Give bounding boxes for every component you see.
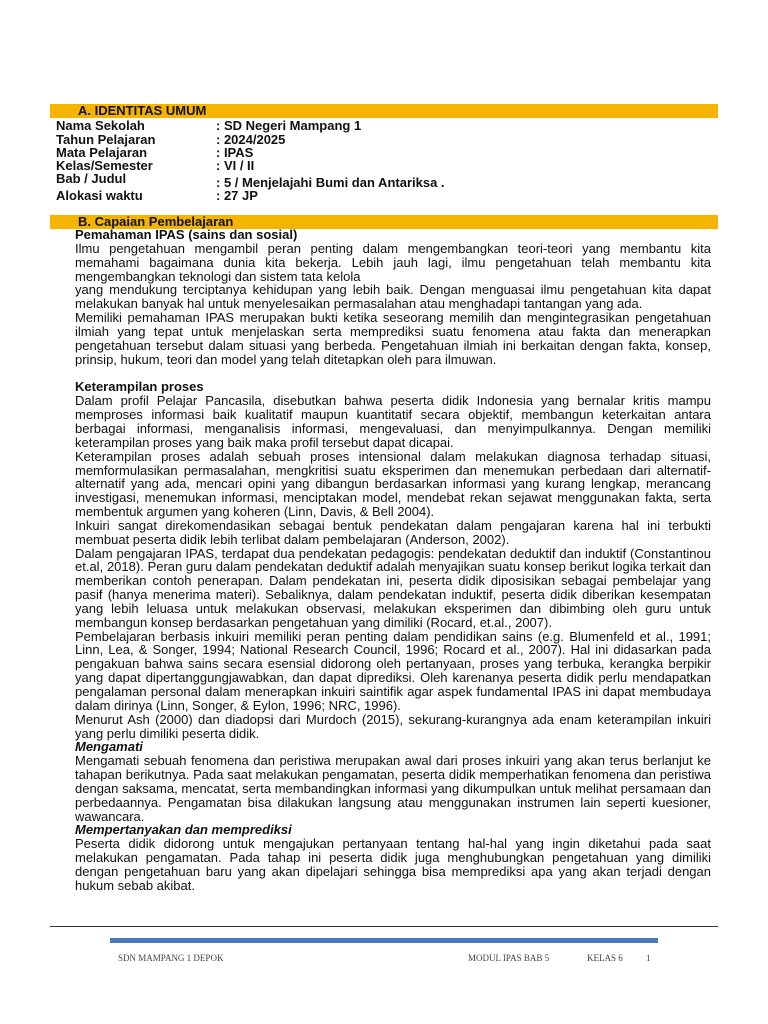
- subheading: Mengamati: [75, 739, 143, 755]
- paragraph: Dalam profil Pelajar Pancasila, disebutkan bahwa peserta didik Indonesia yang bernalar kritis mampu memproses informasi baik kualitatif maupun kuantitatif secara objektif, membangun keterkaitan antara berbagai informasi, menganalisis informasi, mengevaluasi, dan menyimpulkannya. Dengan memiliki keterampilan proses yang baik maka profil tersebut dapat dicapai.: [75, 393, 711, 450]
- section-b-content: [75, 228, 711, 893]
- subheading: Keterampilan proses: [75, 379, 204, 395]
- bottom-divider: [50, 926, 718, 927]
- paragraph: Memiliki pemahaman IPAS merupakan bukti ketika seseorang memilih dan mengintegrasikan pengetahuan ilmiah yang tepat untuk menjelaskan serta memprediksi suatu fenomena atau fakta dan menerapkan pengetahuan tersebut dalam situasi yang berbeda. Pengetahuan ilmiah ini berkaitan dengan fakta, konsep, prinsip, hukum, teori dan model yang telah ditetapkan oleh para ilmuwan.: [75, 310, 711, 367]
- section-a-header: [50, 104, 718, 118]
- paragraph: Dalam pengajaran IPAS, terdapat dua pendekatan pedagogis: pendekatan deduktif dan induktif (Constantinou et.al, 2018). Peran guru dalam pendekatan deduktif adalah menyajikan suatu konsep berikut logika terkait dan memberikan contoh penerapan. Dalam pendekatan ini, peserta didik diposisikan sebagai pembelajar yang pasif (hanya menerima materi). Sebaliknya, dalam pendekatan induktif, peserta didik diberikan kesempatan yang lebih leluasa untuk melakukan observasi, melakukan eksperimen dan dibimbing oleh guru untuk membangun konsep berdasarkan pengetahuan yang dimiliki (Rocard, et.al., 2007).: [75, 545, 711, 630]
- identity-label: Kelas/Semester: [56, 158, 153, 173]
- identity-value: : VI / II: [216, 158, 255, 173]
- paragraph: Peserta didik didorong untuk mengajukan pertanyaan tentang hal-hal yang ingin diketahui pada saat melakukan pengamatan. Pada tahap ini peserta didik juga menghubungkan pengetahuan yang dimiliki dengan pengetahuan baru yang akan dipelajari sehingga bisa memprediksi apa yang akan terjadi dengan hukum sebab akibat.: [75, 836, 711, 893]
- identity-label: Bab / Judul: [56, 171, 127, 186]
- section-a-title: A. IDENTITAS UMUM: [78, 103, 207, 118]
- footer-class: KELAS 6: [587, 953, 623, 963]
- identity-value: : SD Negeri Mampang 1: [216, 118, 362, 133]
- footer-school: SDN MAMPANG 1 DEPOK: [118, 953, 224, 963]
- paragraph: Inkuiri sangat direkomendasikan sebagai bentuk pendekatan dalam pengajaran karena hal ini terbukti membuat peserta didik lebih terlibat dalam pembelajaran (Anderson, 2002).: [75, 517, 711, 547]
- paragraph: Ilmu pengetahuan mengambil peran penting dalam mengembangkan teori-teori yang membantu kita memahami bagaimana dunia kita bekerja. Lebih jauh lagi, ilmu pengetahuan telah membantu kita mengembangkan teknologi dan sistem tata kelola: [75, 240, 711, 284]
- identity-label: Nama Sekolah: [56, 118, 145, 133]
- identity-label: Alokasi waktu: [56, 188, 143, 203]
- footer-bar: [110, 938, 658, 943]
- identity-label: Tahun Pelajaran: [56, 132, 156, 147]
- identity-value: : 5 / Menjelajahi Bumi dan Antariksa .: [216, 175, 445, 190]
- subheading: Pemahaman IPAS (sains dan sosial): [75, 227, 298, 242]
- identity-value: : 2024/2025: [216, 132, 286, 147]
- paragraph: Mengamati sebuah fenomena dan peristiwa merupakan awal dari proses inkuiri yang akan terus berlanjut ke tahapan berikutnya. Pada saat melakukan pengamatan, peserta didik memperhatikan fenomena dan peristiwa dengan saksama, mencatat, serta membandingkan informasi yang dikumpulkan untuk melihat persamaan dan perbedaannya. Pengamatan bisa dilakukan langsung atau menggunakan instrumen lain seperti kuesioner, wawancara.: [75, 753, 711, 824]
- subheading: Mempertanyakan dan memprediksi: [75, 822, 292, 838]
- section-b-title: B. Capaian Pembelajaran: [78, 214, 234, 229]
- footer-page-number: 1: [646, 953, 651, 963]
- footer-module: MODUL IPAS BAB 5: [468, 953, 550, 963]
- identity-value: : IPAS: [216, 145, 254, 160]
- identity-label: Mata Pelajaran: [56, 145, 148, 160]
- paragraph: yang mendukung terciptanya kehidupan yang lebih baik. Dengan menguasai ilmu pengetahuan kita dapat melakukan banyak hal untuk menyelesaikan permasalahan atau menghadapi tantangan yang ada.: [75, 282, 711, 312]
- paragraph: Keterampilan proses adalah sebuah proses intensional dalam melakukan diagnosa terhadap situasi, memformulasikan permasalahan, mengkritisi suatu eksperimen dan menemukan perbedaan dari alternatif-alternatif yang ada, mencari opini yang dibangun berdasarkan informasi yang kurang lengkap, merancang investigasi, menemukan informasi, menciptakan model, mendebat rekan sejawat menggunakan fakta, serta membentuk argumen yang koheren (Linn, Davis, & Bell 2004).: [75, 448, 711, 520]
- paragraph: Pembelajaran berbasis inkuiri memiliki peran penting dalam pendidikan sains (e.g. Blumenfeld et al., 1991; Linn, Lea, & Songer, 1994; National Research Council, 1996; Rocard et al., 2007). Hal ini didasarkan pada pengakuan bahwa sains secara esensial didorong oleh pertanyaan, proses yang terbuka, kerangka berpikir yang dapat dipertanggungjawabkan, dan dapat diprediksi. Oleh karenanya peserta didik perlu mendapatkan pengalaman personal dalam menerapkan inkuiri saintifik agar aspek fundamental IPAS ini dapat membudaya dalam dirinya (Linn, Songer, & Eylon, 1996; NRC, 1996).: [75, 628, 711, 713]
- paragraph: Menurut Ash (2000) dan diadopsi dari Murdoch (2015), sekurang-kurangnya ada enam keterampilan inkuiri yang perlu dimiliki peserta didik.: [75, 711, 711, 741]
- identity-value: : 27 JP: [216, 188, 258, 203]
